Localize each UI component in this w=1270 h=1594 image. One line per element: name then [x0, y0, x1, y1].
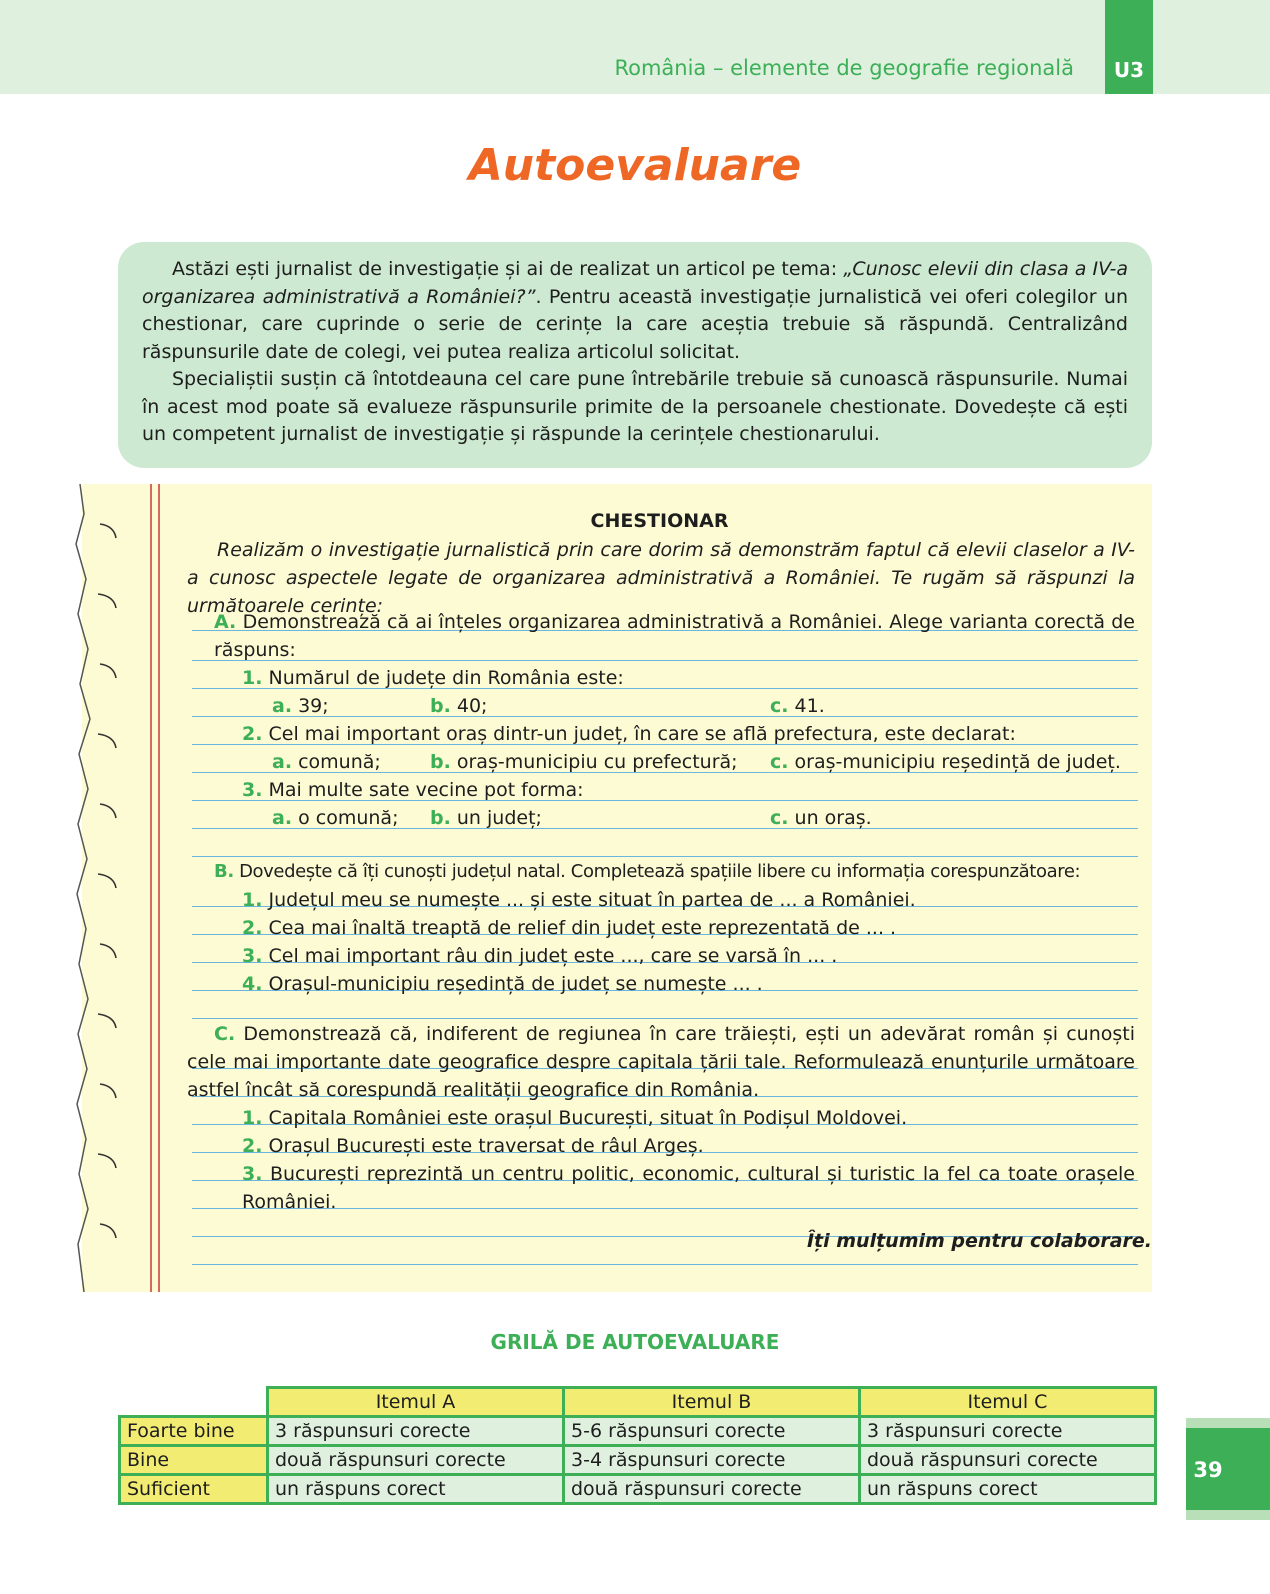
intro-paragraph-2: Specialiștii susțin că întotdeauna cel care pune întrebările trebuie să cunoască răspunsurile. Numai în acest mod poate să evalueze răspunsurile primite de la persoanele chestionate. Dovedește că ești un competent jurnalist de investigație și răspunde la cerințele chestionarului.	[142, 368, 1128, 445]
question-text: Orașul-municipiu reședință de județ se numește ... .	[268, 973, 763, 995]
question-number: 3.	[242, 945, 263, 967]
option-b	[430, 692, 487, 720]
question-c3	[242, 1160, 1135, 1216]
question-number: 2.	[242, 1135, 263, 1157]
question-text: Județul meu se numește ... și este situat în partea de ... a României.	[268, 889, 916, 911]
question-a3	[242, 776, 584, 804]
column-header: Itemul A	[268, 1388, 564, 1417]
section-c-paragraph	[187, 1020, 1135, 1104]
table-cell: 3 răspunsuri corecte	[268, 1417, 564, 1446]
option-c	[770, 804, 872, 832]
table-row	[120, 1475, 1156, 1504]
question-text: Cel mai important râu din județ este ..., care se varsă în ... .	[268, 945, 838, 967]
question-a2	[242, 720, 1016, 748]
column-header: Itemul C	[860, 1388, 1156, 1417]
question-text: Mai multe sate vecine pot forma:	[268, 779, 584, 801]
question-a1	[242, 664, 624, 692]
section-b-line	[214, 858, 1080, 886]
section-a-text: Demonstrează că ai înțeles organizarea administrativă a României. Alege varianta corectă de răspuns:	[214, 611, 1135, 661]
option-text: 40;	[456, 695, 488, 717]
option-text: 41.	[794, 695, 825, 717]
section-c-text: Demonstrează că, indiferent de regiunea în care trăiești, ești un adevărat român și cunoști cele mai importante date geografice despre capitala țării tale. Reformulează enunțurile următoare astfel încât să corespundă realității geografice din România.	[187, 1023, 1135, 1101]
question-text: București reprezintă un centru politic, economic, cultural și turistic la fel ca toate orașele României.	[242, 1163, 1135, 1213]
option-text: oraș-municipiu cu prefectură;	[456, 751, 738, 773]
row-header: Suficient	[120, 1475, 268, 1504]
option-letter: c.	[770, 807, 789, 829]
column-header: Itemul B	[564, 1388, 860, 1417]
option-text: o comună;	[298, 807, 399, 829]
option-c	[770, 692, 825, 720]
question-number: 2.	[242, 723, 263, 745]
option-a	[272, 692, 329, 720]
table-cell: un răspuns corect	[268, 1475, 564, 1504]
question-number: 3.	[242, 1163, 263, 1185]
intro-box	[118, 242, 1152, 468]
option-text: oraș-municipiu reședință de județ.	[794, 751, 1121, 773]
row-header: Bine	[120, 1446, 268, 1475]
question-number: 2.	[242, 917, 263, 939]
ruled-line	[192, 856, 1138, 857]
table-cell: două răspunsuri corecte	[860, 1446, 1156, 1475]
table-cell: un răspuns corect	[860, 1475, 1156, 1504]
option-text: un județ;	[456, 807, 542, 829]
intro-paragraph-1	[142, 256, 1128, 366]
table-cell: 3-4 răspunsuri corecte	[564, 1446, 860, 1475]
ruled-line	[192, 716, 1138, 717]
table-cell: 3 răspunsuri corecte	[860, 1417, 1156, 1446]
question-number: 3.	[242, 779, 263, 801]
grid-header-row	[120, 1388, 1156, 1417]
question-c2	[242, 1132, 704, 1160]
question-number: 1.	[242, 889, 263, 911]
page-number-tab-fill	[1186, 1428, 1270, 1510]
table-cell: două răspunsuri corecte	[268, 1446, 564, 1475]
intro-topic: „Cunosc elevii din clasa a IV-a organizarea administrativă a României?”	[142, 258, 1128, 308]
questionnaire-intro: Realizăm o investigație jurnalistică prin care dorim să demonstrăm faptul că elevii claselor a IV-a cunosc aspectele legate de organizarea administrativă a României. Te rugăm să răspunzi la următoarele cerințe:	[187, 539, 1135, 617]
grid-corner	[120, 1388, 268, 1417]
option-letter: a.	[272, 751, 293, 773]
question-b3	[242, 942, 837, 970]
question-number: 1.	[242, 667, 263, 689]
question-b2	[242, 914, 896, 942]
option-letter: a.	[272, 807, 293, 829]
section-a-label: A.	[214, 611, 237, 633]
question-b4	[242, 970, 763, 998]
running-header-title: România – elemente de geografie regională	[614, 56, 1074, 80]
option-b	[430, 748, 738, 776]
row-header: Foarte bine	[120, 1417, 268, 1446]
section-c-label: C.	[214, 1023, 236, 1045]
question-text: Orașul București este traversat de râul Argeș.	[268, 1135, 704, 1157]
section-a-line	[214, 608, 1135, 664]
option-text: un oraș.	[794, 807, 872, 829]
page-number-tab	[1186, 1418, 1270, 1520]
option-a	[272, 804, 398, 832]
option-letter: c.	[770, 751, 789, 773]
section-b-text: Dovedește că îți cunoști județul natal. Completează spațiile libere cu informația corespunzătoare:	[239, 861, 1081, 882]
unit-label: U3	[1113, 58, 1145, 82]
page-title: Autoevaluare	[468, 140, 802, 191]
table-cell: 5-6 răspunsuri corecte	[564, 1417, 860, 1446]
ruled-line	[192, 1264, 1138, 1265]
question-text: Cea mai înaltă treaptă de relief din județ este reprezentată de ... .	[268, 917, 897, 939]
section-b-label: B.	[214, 861, 234, 882]
questionnaire-title: CHESTIONAR	[590, 510, 729, 532]
margin-line	[158, 484, 160, 1292]
question-number: 1.	[242, 1107, 263, 1129]
grid-title: GRILĂ DE AUTOEVALUARE	[490, 1330, 780, 1354]
option-text: comună;	[298, 751, 381, 773]
thanks-note: Îți mulțumim pentru colaborare.	[806, 1230, 1152, 1252]
question-c1	[242, 1104, 907, 1132]
table-row	[120, 1446, 1156, 1475]
option-letter: c.	[770, 695, 789, 717]
self-assessment-grid	[118, 1386, 1157, 1505]
question-text: Numărul de județe din România este:	[268, 667, 624, 689]
torn-paper-edge	[70, 484, 140, 1292]
page-number: 39	[1193, 1458, 1223, 1482]
option-letter: b.	[430, 751, 451, 773]
option-a	[272, 748, 381, 776]
option-b	[430, 804, 542, 832]
option-c	[770, 748, 1121, 776]
question-b1	[242, 886, 916, 914]
table-row	[120, 1417, 1156, 1446]
question-text: Capitala României este orașul București, situat în Podișul Moldovei.	[268, 1107, 908, 1129]
ruled-line	[192, 1018, 1138, 1019]
option-letter: a.	[272, 695, 293, 717]
intro-text: Astăzi ești jurnalist de investigație și ai de realizat un articol pe tema:	[172, 258, 844, 280]
question-number: 4.	[242, 973, 263, 995]
intro-text: . Pentru această investigație jurnalistică vei oferi colegilor un chestionar, care cuprinde o serie de cerințe la care aceștia trebuie să răspundă. Centralizând răspunsurile date de colegi, vei putea realiza articolul solicitat.	[142, 285, 1128, 363]
question-text: Cel mai important oraș dintr-un județ, în care se află prefectura, este declarat:	[268, 723, 1016, 745]
margin-line	[150, 484, 152, 1292]
unit-tab	[1105, 0, 1153, 94]
table-cell: două răspunsuri corecte	[564, 1475, 860, 1504]
option-letter: b.	[430, 807, 451, 829]
option-text: 39;	[298, 695, 329, 717]
option-letter: b.	[430, 695, 451, 717]
